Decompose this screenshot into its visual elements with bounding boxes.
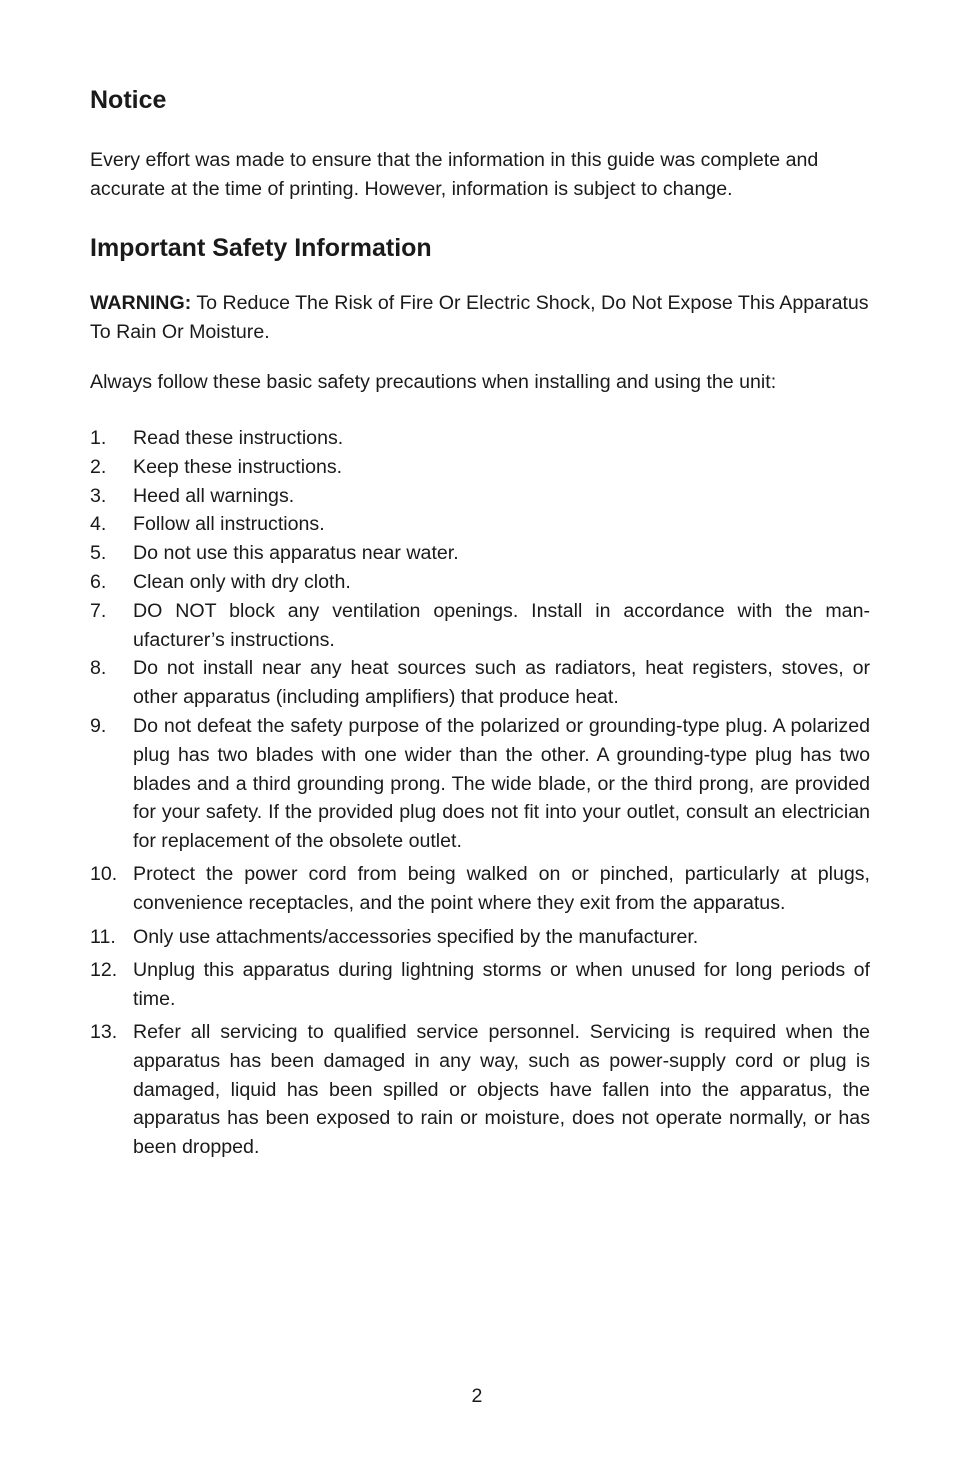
list-item-text: Keep these instructions. bbox=[133, 455, 343, 478]
safety-heading: Important Safety Information bbox=[90, 234, 432, 262]
safety-list bbox=[90, 424, 870, 1162]
notice-body: Every effort was made to ensure that the information in this guide was complete and accurate at the time of printing. However, information is subject to change. bbox=[90, 149, 819, 200]
list-item-number: 1. bbox=[90, 427, 107, 449]
list-item bbox=[90, 510, 870, 539]
list-item bbox=[90, 597, 870, 655]
list-item bbox=[90, 860, 870, 918]
list-item-text: Read these instructions. bbox=[133, 427, 344, 449]
list-item bbox=[90, 539, 870, 568]
list-item-text: Clean only with dry cloth. bbox=[133, 570, 351, 593]
list-item bbox=[90, 956, 870, 1014]
list-item bbox=[90, 712, 870, 856]
list-item-number: 10. bbox=[90, 863, 118, 886]
list-item bbox=[90, 1018, 870, 1162]
list-item-text: Refer all servicing to qualified service personnel. Servicing is required when the apparatus has been damaged in any way, such as power-supply cord or plug is damaged, liquid has been spilled or objects have fallen into the apparatus, the apparatus has been exposed to rain or moisture, does not operate normally, or has been dropped. bbox=[133, 1020, 870, 1159]
list-item-text: Protect the power cord from being walked on or pinched, particularly at plugs, convenience receptacles, and the point where they exit from the apparatus. bbox=[133, 863, 870, 915]
list-item-text: Heed all warnings. bbox=[133, 484, 295, 507]
list-item-number: 8. bbox=[90, 657, 107, 680]
warning-text: To Reduce The Risk of Fire Or Electric Shock, Do Not Expose This Apparatus To Rain Or Moisture. bbox=[90, 292, 869, 343]
list-item-text: Only use attachments/accessories specified by the manufacturer. bbox=[133, 925, 699, 948]
list-item-number: 6. bbox=[90, 570, 107, 593]
notice-heading: Notice bbox=[90, 86, 167, 114]
list-item-number: 7. bbox=[90, 599, 107, 622]
warning-label: WARNING: bbox=[90, 292, 192, 314]
list-item-number: 4. bbox=[90, 513, 107, 536]
safety-intro: Always follow these basic safety precautions when installing and using the unit: bbox=[90, 371, 777, 393]
list-item bbox=[90, 424, 870, 453]
list-item-text: Do not defeat the safety purpose of the polarized or grounding-type plug. A polarized plug has two blades with one wider than the other. A grounding-type plug has two blades and a third grounding prong. The wide blade, or the third prong, are provided for your safety. If the provided plug does not fit into your outlet, consult an electrician for replacement of the obsolete outlet. bbox=[133, 714, 870, 853]
list-item bbox=[90, 654, 870, 712]
list-item bbox=[90, 482, 870, 511]
list-item-text: DO NOT block any ventilation openings. Install in accordance with the manufacturer’s instructions. bbox=[133, 599, 870, 651]
list-item-text: Follow all instructions. bbox=[133, 513, 325, 536]
list-item-number: 11. bbox=[90, 925, 116, 948]
list-item bbox=[90, 568, 870, 597]
list-item-number: 12. bbox=[90, 958, 118, 981]
list-item-number: 3. bbox=[90, 484, 107, 507]
list-item bbox=[90, 453, 870, 482]
warning-paragraph bbox=[90, 289, 870, 346]
list-item-number: 13. bbox=[90, 1020, 118, 1043]
list-item-text: Unplug this apparatus during lightning storms or when unused for long periods of time. bbox=[133, 958, 870, 1010]
list-item-number: 9. bbox=[90, 714, 107, 737]
list-item-number: 5. bbox=[90, 542, 107, 565]
page-number: 2 bbox=[471, 1385, 483, 1407]
list-item-number: 2. bbox=[90, 455, 107, 478]
list-item-text: Do not use this apparatus near water. bbox=[133, 542, 459, 565]
list-item bbox=[90, 923, 870, 952]
list-item-text: Do not install near any heat sources such as radiators, heat registers, stoves, or other apparatus (including amplifiers) that produce heat. bbox=[133, 657, 870, 709]
